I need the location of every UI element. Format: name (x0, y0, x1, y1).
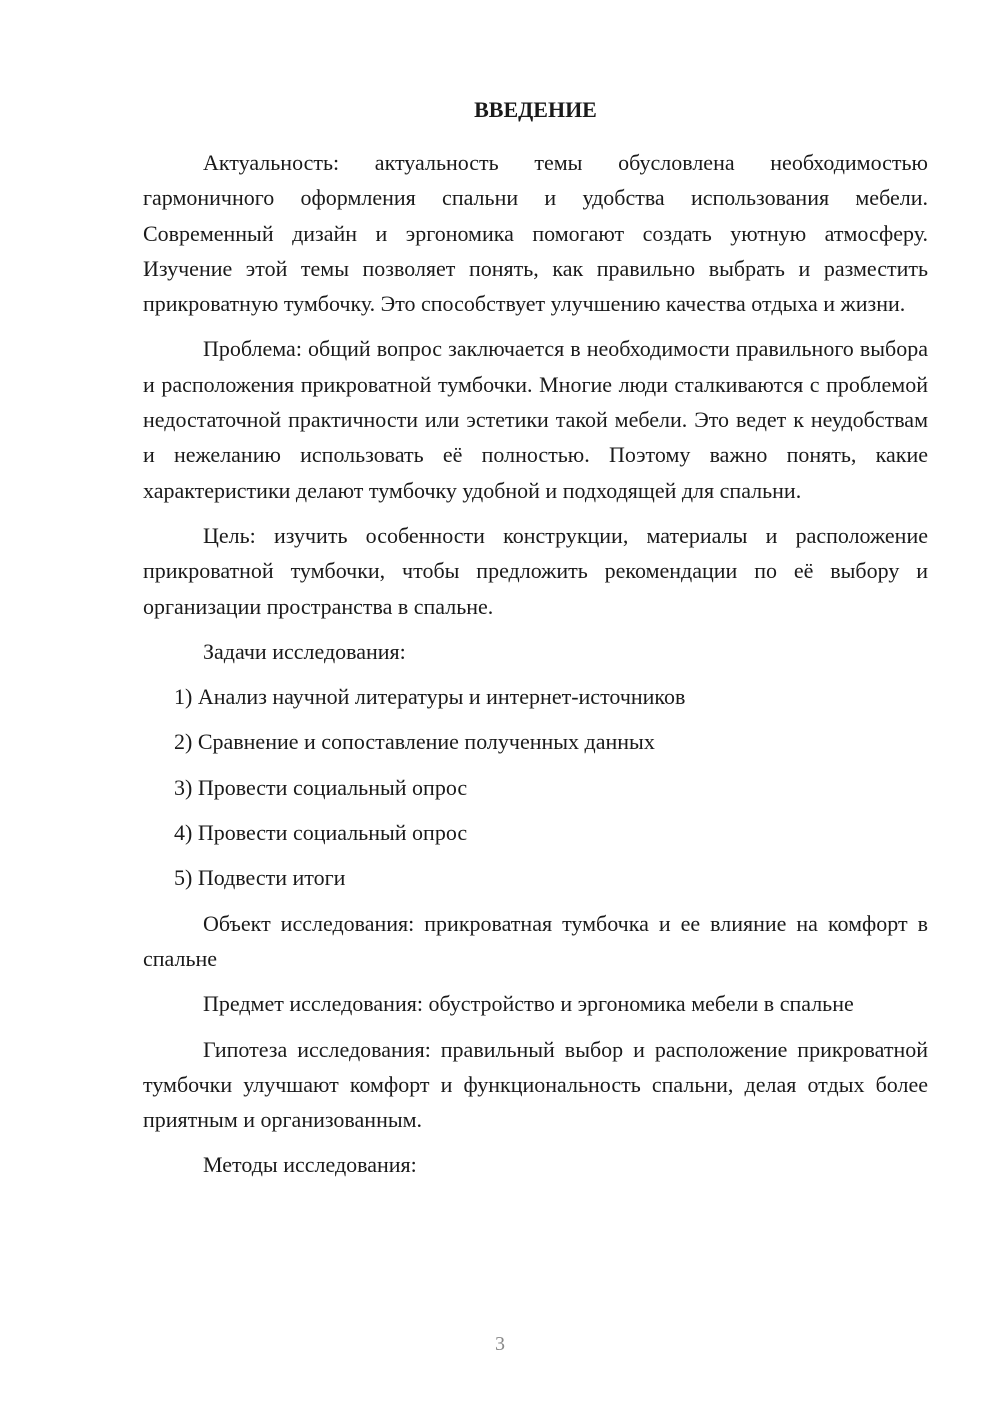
task-item-1: 1) Анализ научной литературы и интернет-источников (174, 684, 686, 710)
task-item-5: 5) Подвести итоги (174, 865, 346, 891)
paragraph-problem: Проблема: общий вопрос заключается в необходимости правильного выбора и расположения прикроватной тумбочки. Многие люди сталкиваются с проблемой недостаточной практичности или эстетики такой мебели. Это ведет к неудобствам и нежеланию использовать её полностью. Поэтому важно понять, какие характеристики делают тумбочку удобной и подходящей для спальни. (143, 336, 928, 503)
paragraph-object: Объект исследования: прикроватная тумбочка и ее влияние на комфорт в спальне (143, 910, 928, 971)
paragraph-subject: Предмет исследования: обустройство и эргономика мебели в спальне (203, 991, 854, 1017)
paragraph-goal: Цель: изучить особенности конструкции, материалы и расположение прикроватной тумбочки, чтобы предложить рекомендации по её выбору и организации пространства в спальне. (143, 522, 928, 619)
task-item-3: 3) Провести социальный опрос (174, 774, 468, 800)
paragraph-tasks-heading: Задачи исследования: (203, 638, 406, 664)
page-title: ВВЕДЕНИЕ (474, 97, 597, 122)
page-number: 3 (495, 1333, 505, 1355)
document-page (143, 95, 928, 1193)
task-item-4: 4) Провести социальный опрос (174, 820, 468, 846)
paragraph-methods-heading: Методы исследования: (203, 1152, 417, 1178)
task-item-2: 2) Сравнение и сопоставление полученных данных (174, 729, 655, 755)
paragraph-relevance: Актуальность: актуальность темы обусловлена необходимостью гармоничного оформления спальни и удобства использования мебели. Современный дизайн и эргономика помогают создать уютную атмосферу. Изучение этой темы позволяет понять, как правильно выбрать и разместить прикроватную тумбочку. Это способствует улучшению качества отдыха и жизни. (143, 150, 928, 317)
paragraph-hypothesis: Гипотеза исследования: правильный выбор и расположение прикроватной тумбочки улучшают комфорт и функциональность спальни, делая отдых более приятным и организованным. (143, 1036, 928, 1133)
